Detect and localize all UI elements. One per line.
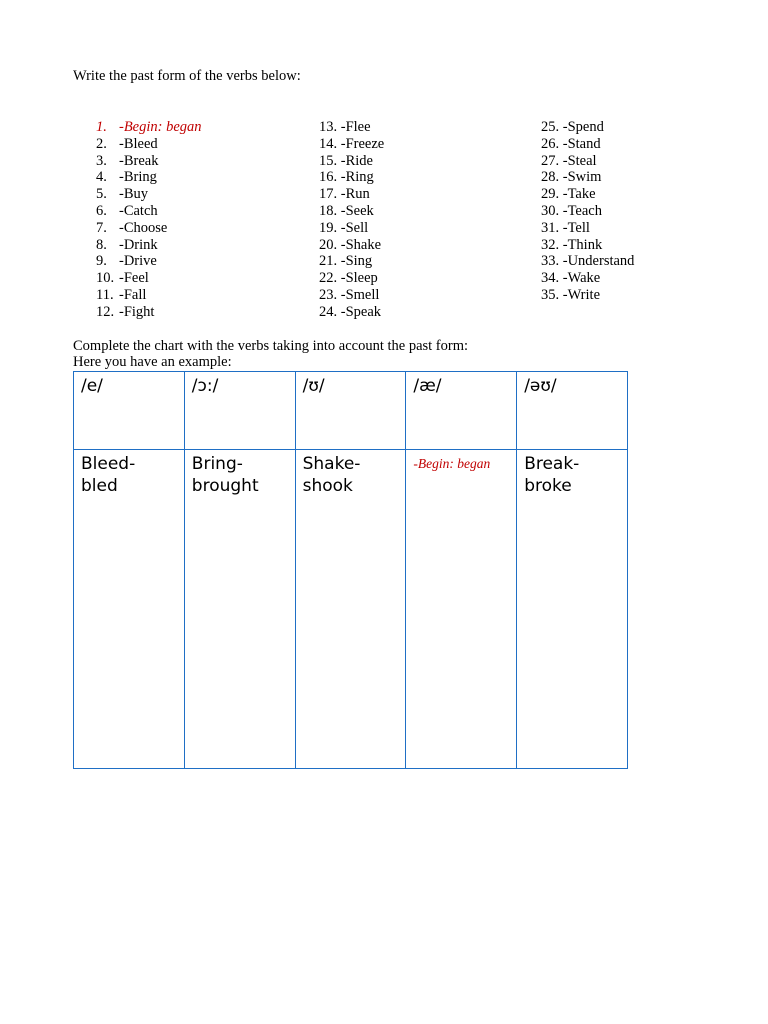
verb-number: 4. — [96, 169, 107, 186]
verb-item: 14. -Freeze — [319, 135, 385, 152]
verb-text: -Buy — [119, 186, 148, 203]
verb-item: 29. -Take — [541, 186, 596, 203]
verb-item — [96, 169, 202, 186]
verb-item: 15. -Ride — [319, 152, 373, 169]
verb-item: 27. -Steal — [541, 152, 597, 169]
verb-text: -Bleed — [119, 135, 158, 152]
verb-text: -Drink — [119, 236, 158, 253]
verb-text: -Begin: began — [119, 119, 202, 135]
verb-number: 2. — [96, 135, 107, 152]
verb-item: 19. -Sell — [319, 219, 369, 236]
verb-item: 35. -Write — [541, 286, 601, 303]
verb-number: 12. — [96, 303, 115, 320]
verb-text: -Catch — [119, 202, 158, 219]
instruction-past-form: Write the past form of the verbs below: — [73, 68, 301, 84]
verb-item: 24. -Speak — [319, 303, 382, 320]
verb-number: 3. — [96, 152, 107, 169]
verb-list-column-1 — [96, 119, 202, 321]
verb-item — [96, 119, 202, 136]
verb-list-column-3 — [541, 119, 634, 304]
sound-header-ae: /æ/ — [406, 372, 517, 450]
verb-item: 17. -Run — [319, 186, 370, 203]
verb-item: 22. -Sleep — [319, 270, 378, 287]
chart-header-row — [74, 372, 628, 450]
verb-number: 5. — [96, 186, 107, 203]
answer-cell[interactable]: Shake- shook — [295, 450, 406, 769]
answer-cell[interactable]: Break- broke — [517, 450, 628, 769]
verb-item: 31. -Tell — [541, 219, 590, 236]
answer-cell[interactable]: Bring- brought — [184, 450, 295, 769]
verb-item: 26. -Stand — [541, 135, 601, 152]
verb-number: 10. — [96, 270, 115, 287]
instruction-complete-chart: Complete the chart with the verbs taking into account the past form: — [73, 338, 469, 354]
verb-item: 28. -Swim — [541, 169, 602, 186]
verb-text: -Drive — [119, 253, 157, 270]
sound-header-aw: /ɔ:/ — [184, 372, 295, 450]
phonetic-chart — [73, 371, 628, 769]
verb-text: -Fall — [119, 286, 147, 303]
verb-item — [96, 237, 202, 254]
verb-text: -Bring — [119, 169, 157, 186]
verb-item: 34. -Wake — [541, 270, 601, 287]
verb-item: 20. -Shake — [319, 236, 382, 253]
sound-header-e: /e/ — [74, 372, 185, 450]
verb-number: 7. — [96, 219, 107, 236]
verb-item: 33. -Understand — [541, 253, 635, 270]
instruction-example: Here you have an example: — [73, 354, 232, 370]
verb-item — [96, 186, 202, 203]
verb-item: 18. -Seek — [319, 202, 374, 219]
sound-header-short-u: /ʊ/ — [295, 372, 406, 450]
verb-item — [96, 203, 202, 220]
verb-item — [96, 220, 202, 237]
verb-item: 13. -Flee — [319, 119, 371, 135]
verb-number: 1. — [96, 119, 107, 135]
verb-text: -Feel — [119, 270, 149, 287]
answer-cell[interactable]: Bleed- bled — [74, 450, 185, 769]
sound-header-ou: /əʊ/ — [517, 372, 628, 450]
verb-text: -Fight — [119, 303, 155, 320]
verb-item — [96, 304, 202, 321]
verb-number: 9. — [96, 253, 107, 270]
verb-item: 25. -Spend — [541, 119, 604, 135]
verb-item: 23. -Smell — [319, 286, 380, 303]
verb-item — [96, 270, 202, 287]
verb-item — [96, 253, 202, 270]
verb-list-column-2 — [319, 119, 384, 321]
verb-item: 16. -Ring — [319, 169, 374, 186]
verb-number: 11. — [96, 286, 114, 303]
verb-item — [96, 136, 202, 153]
verb-item: 21. -Sing — [319, 253, 373, 270]
verb-item — [96, 153, 202, 170]
verb-text: -Break — [119, 152, 159, 169]
verb-number: 8. — [96, 236, 107, 253]
verb-item: 32. -Think — [541, 236, 603, 253]
verb-text: -Choose — [119, 219, 168, 236]
verb-number: 6. — [96, 202, 107, 219]
example-cell[interactable]: -Begin: began — [406, 450, 517, 769]
verb-item: 30. -Teach — [541, 202, 602, 219]
verb-item — [96, 287, 202, 304]
chart-answer-row — [74, 450, 628, 769]
